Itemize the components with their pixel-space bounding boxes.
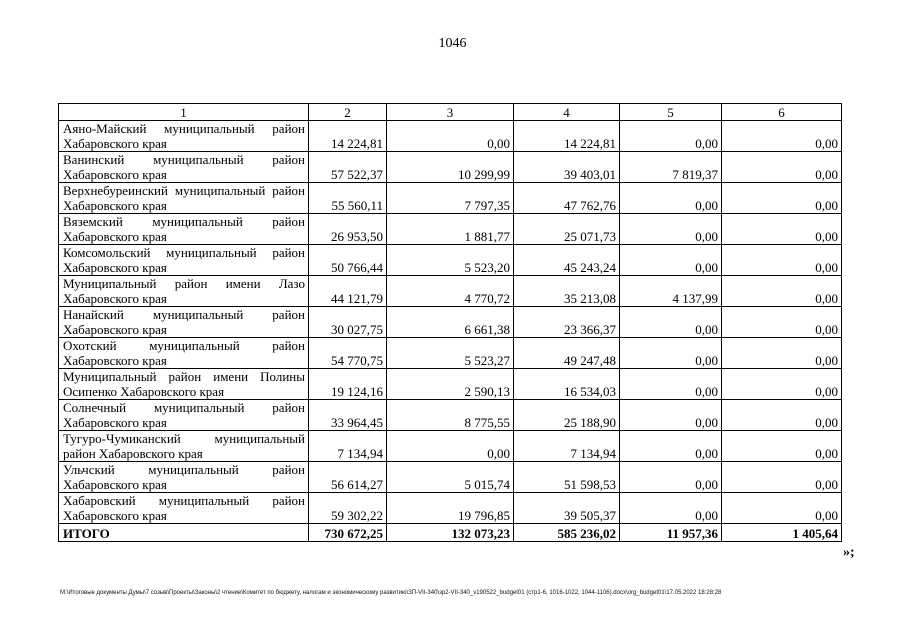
column-header-3: 3: [387, 104, 514, 121]
value-cell-c6: 0,00: [722, 276, 842, 307]
value-cell-c5: 0,00: [620, 245, 722, 276]
value-cell-c4: 39 403,01: [514, 152, 620, 183]
value-cell-c4: 39 505,37: [514, 493, 620, 524]
value-cell-c3: 10 299,99: [387, 152, 514, 183]
column-header-4: 4: [514, 104, 620, 121]
value-cell-c2: 30 027,75: [309, 307, 387, 338]
value-cell-c4: 47 762,76: [514, 183, 620, 214]
district-name-cell: Охотский муниципальный район Хабаровского края: [59, 338, 309, 369]
district-name-cell: Верхнебуреинский муниципальный район Хабаровского края: [59, 183, 309, 214]
table-row: [59, 152, 842, 183]
budget-table-body: [59, 104, 842, 542]
total-value-c5: 11 957,36: [620, 524, 722, 542]
table-row: [59, 369, 842, 400]
value-cell-c5: 0,00: [620, 307, 722, 338]
total-suffix: »;: [843, 545, 855, 560]
value-cell-c2: 57 522,37: [309, 152, 387, 183]
district-name-cell: Ванинский муниципальный район Хабаровского края: [59, 152, 309, 183]
value-cell-c4: 45 243,24: [514, 245, 620, 276]
value-cell-c5: 0,00: [620, 462, 722, 493]
district-name-cell: Муниципальный район имени Лазо Хабаровского края: [59, 276, 309, 307]
column-header-6: 6: [722, 104, 842, 121]
value-cell-c3: 1 881,77: [387, 214, 514, 245]
value-cell-c5: 4 137,99: [620, 276, 722, 307]
budget-table: [58, 103, 842, 542]
value-cell-c5: 7 819,37: [620, 152, 722, 183]
value-cell-c6: 0,00: [722, 183, 842, 214]
district-name-cell: Ульчский муниципальный район Хабаровского края: [59, 462, 309, 493]
value-cell-c4: 35 213,08: [514, 276, 620, 307]
value-cell-c2: 56 614,27: [309, 462, 387, 493]
total-value-c6: 1 405,64: [722, 524, 842, 542]
table-row: [59, 307, 842, 338]
footer-file-path: M:\Итоговые документы Думы\7 созыв\Проекты\Законы\2 чтение\Комитет по бюджету, налогам и экономическому развитию\ЗП-VII-340\зр2-VII-340_v190522_budget01 (стр1-6, 1016-1022, 1044-1106).docx\org_budget01\17.05.2022 18:28:28: [60, 590, 722, 596]
value-cell-c5: 0,00: [620, 183, 722, 214]
table-row: [59, 400, 842, 431]
value-cell-c3: 7 797,35: [387, 183, 514, 214]
value-cell-c3: 8 775,55: [387, 400, 514, 431]
value-cell-c2: 50 766,44: [309, 245, 387, 276]
total-row: [59, 524, 842, 542]
total-value-c3: 132 073,23: [387, 524, 514, 542]
table-row: [59, 431, 842, 462]
value-cell-c6: 0,00: [722, 369, 842, 400]
value-cell-c4: 25 071,73: [514, 214, 620, 245]
value-cell-c5: 0,00: [620, 369, 722, 400]
value-cell-c2: 44 121,79: [309, 276, 387, 307]
district-name-cell: Муниципальный район имени Полины Осипенко Хабаровского края: [59, 369, 309, 400]
table-row: [59, 493, 842, 524]
value-cell-c6: 0,00: [722, 121, 842, 152]
value-cell-c5: 0,00: [620, 400, 722, 431]
value-cell-c4: 25 188,90: [514, 400, 620, 431]
value-cell-c2: 7 134,94: [309, 431, 387, 462]
value-cell-c6: 0,00: [722, 245, 842, 276]
table-row: [59, 462, 842, 493]
page-number: 1046: [438, 36, 467, 51]
district-name-cell: Комсомольский муниципальный район Хабаровского края: [59, 245, 309, 276]
district-name-cell: Аяно-Майский муниципальный район Хабаровского края: [59, 121, 309, 152]
value-cell-c4: 51 598,53: [514, 462, 620, 493]
total-label: ИТОГО: [59, 524, 309, 542]
table-header-row: [59, 104, 842, 121]
value-cell-c4: 7 134,94: [514, 431, 620, 462]
value-cell-c2: 14 224,81: [309, 121, 387, 152]
value-cell-c3: 2 590,13: [387, 369, 514, 400]
value-cell-c3: 5 523,27: [387, 338, 514, 369]
value-cell-c3: 4 770,72: [387, 276, 514, 307]
value-cell-c3: 0,00: [387, 431, 514, 462]
district-name-cell: Солнечный муниципальный район Хабаровского края: [59, 400, 309, 431]
value-cell-c6: 0,00: [722, 152, 842, 183]
district-name-cell: Нанайский муниципальный район Хабаровского края: [59, 307, 309, 338]
value-cell-c2: 26 953,50: [309, 214, 387, 245]
value-cell-c4: 23 366,37: [514, 307, 620, 338]
value-cell-c3: 5 015,74: [387, 462, 514, 493]
district-name-cell: Хабаровский муниципальный район Хабаровского края: [59, 493, 309, 524]
column-header-5: 5: [620, 104, 722, 121]
value-cell-c2: 54 770,75: [309, 338, 387, 369]
value-cell-c4: 16 534,03: [514, 369, 620, 400]
total-value-c2: 730 672,25: [309, 524, 387, 542]
district-name-cell: Вяземский муниципальный район Хабаровского края: [59, 214, 309, 245]
value-cell-c2: 55 560,11: [309, 183, 387, 214]
value-cell-c6: 0,00: [722, 400, 842, 431]
value-cell-c2: 19 124,16: [309, 369, 387, 400]
table-row: [59, 245, 842, 276]
district-name-cell: Тугуро-Чумиканский муниципальный район Хабаровского края: [59, 431, 309, 462]
value-cell-c5: 0,00: [620, 338, 722, 369]
column-header-2: 2: [309, 104, 387, 121]
value-cell-c2: 59 302,22: [309, 493, 387, 524]
value-cell-c6: 0,00: [722, 338, 842, 369]
value-cell-c4: 49 247,48: [514, 338, 620, 369]
value-cell-c4: 14 224,81: [514, 121, 620, 152]
table-row: [59, 214, 842, 245]
value-cell-c6: 0,00: [722, 214, 842, 245]
table-row: [59, 276, 842, 307]
table-row: [59, 338, 842, 369]
value-cell-c3: 19 796,85: [387, 493, 514, 524]
value-cell-c3: 6 661,38: [387, 307, 514, 338]
column-header-1: 1: [59, 104, 309, 121]
value-cell-c3: 5 523,20: [387, 245, 514, 276]
value-cell-c5: 0,00: [620, 121, 722, 152]
total-value-c4: 585 236,02: [514, 524, 620, 542]
value-cell-c2: 33 964,45: [309, 400, 387, 431]
table-row: [59, 183, 842, 214]
value-cell-c5: 0,00: [620, 431, 722, 462]
value-cell-c6: 0,00: [722, 431, 842, 462]
value-cell-c6: 0,00: [722, 307, 842, 338]
value-cell-c3: 0,00: [387, 121, 514, 152]
value-cell-c5: 0,00: [620, 214, 722, 245]
value-cell-c6: 0,00: [722, 493, 842, 524]
value-cell-c6: 0,00: [722, 462, 842, 493]
table-row: [59, 121, 842, 152]
value-cell-c5: 0,00: [620, 493, 722, 524]
